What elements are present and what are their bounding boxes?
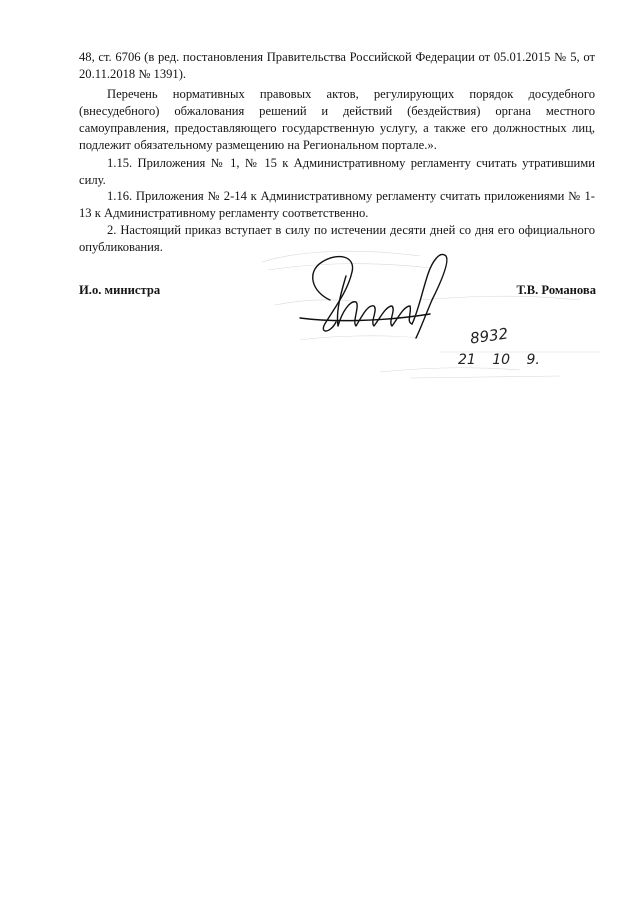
paragraph-item-1-15: [79, 155, 595, 189]
handwritten-registration-number: 8932: [468, 324, 510, 348]
signatory-name: Т.В. Романова: [516, 283, 596, 297]
paragraph-item-1-15-text: 1.15. Приложения № 1, № 15 к Административному регламенту считать утратившими силу.: [79, 156, 595, 187]
paragraph-item-2: [79, 222, 595, 256]
paragraph-item-1-16: [79, 188, 595, 222]
signatory-position: И.о. министра: [79, 283, 161, 297]
paragraph-continuation-text: 48, ст. 6706 (в ред. постановления Правительства Российской Федерации от 05.01.2015 № 5, от 20.11.2018 № 1391).: [79, 50, 595, 81]
handwritten-registration-date: 21 10 9.: [458, 352, 540, 368]
paragraph-appeal-list-text: Перечень нормативных правовых актов, регулирующих порядок досудебного (внесудебного) обжалования решений и действий (бездействия) органа местного самоуправления, предоставляющего государственную услугу, а также его должностных лиц, подлежит обязательному размещению на Региональном портале.».: [79, 87, 595, 152]
paragraph-appeal-list: [79, 86, 595, 154]
paragraph-item-2-text: 2. Настоящий приказ вступает в силу по истечении десяти дней со дня его официального опубликования.: [79, 223, 595, 254]
paragraph-item-1-16-text: 1.16. Приложения № 2-14 к Административному регламенту считать приложениями № 1-13 к Административному регламенту соответственно.: [79, 189, 595, 220]
paragraph-continuation: [79, 49, 595, 83]
